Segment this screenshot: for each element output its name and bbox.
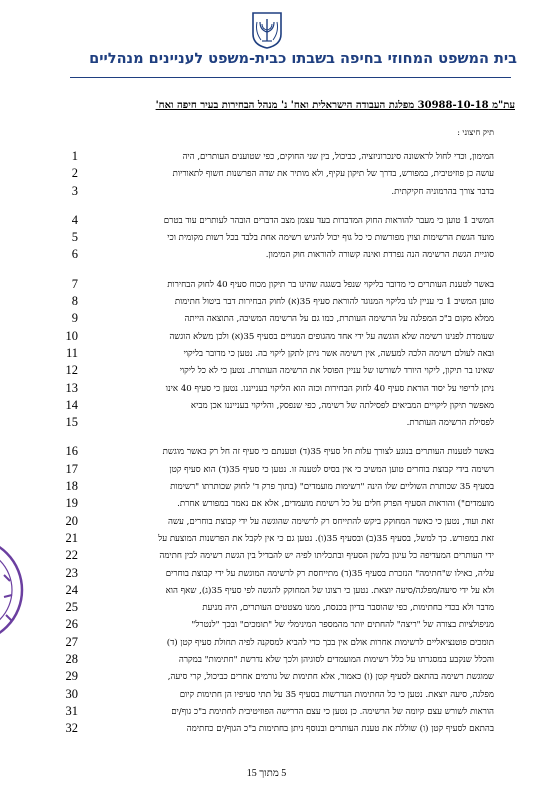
line-text: והכלל שנקבע במסגרתו על כלל רשימות המועמדים לסוגיהן ולכך שלא נדרשת "חתימות" במקרה bbox=[178, 655, 494, 666]
line-text: טוען המשיב 1 כי עניין לנו בליקוי המנוגד להוראת סעיף 35(א) לחוק הבחירות דבר ביטול חתימות bbox=[174, 297, 494, 308]
line-number: 13 bbox=[65, 380, 78, 395]
line-number: 11 bbox=[65, 345, 78, 360]
line-text: שעומדת לפנינו רשימה שלא הוגשה על ידי אחד מהגופים המנויים בסעיף 35(א) ולכן משלא הוגשה bbox=[169, 331, 494, 342]
text-line bbox=[0, 582, 533, 599]
line-number: 32 bbox=[65, 721, 78, 736]
text-line bbox=[0, 362, 533, 379]
line-number: 29 bbox=[65, 669, 78, 684]
line-text: עושה כן פוזיטיבית, במפורש, בדרך של תיקון עקיף, ולא מותיר את שדה הפרשנות חשוף לתאוריות bbox=[172, 169, 494, 180]
line-text: עליה, כאילו ש"חתימה" הנזכרת בסעיף 35(ד) מתייחסת רק לרשימה המוגשת על ידי קבוצת בוחרים bbox=[165, 568, 494, 579]
paragraph-gap bbox=[0, 264, 533, 276]
text-line bbox=[0, 686, 533, 703]
text-line bbox=[0, 565, 533, 582]
line-text: מדבר ולא בכדי בחתימות, כפי שהוסבר בדיון בכנסת, ממנו מצטטים העותרים, היה מניעת bbox=[202, 603, 494, 614]
line-text: זאת ועוד, נטען כי כאשר המחוקק ביקש להתייחס רק לרשימה שהוגשה על ידי קבוצת בוחרים, עשה bbox=[168, 516, 494, 527]
line-number: 22 bbox=[65, 548, 78, 563]
external-case-label: תיק חיצוני : bbox=[457, 128, 494, 137]
line-number: 27 bbox=[65, 634, 78, 649]
line-text: בהתאם לסעיף קטן (ו) שוללת את טענת העותרים ובנוסף ניתן בחתימות ב"כ הגוף/ים כחתימה bbox=[186, 724, 494, 735]
line-number: 31 bbox=[65, 703, 78, 718]
line-number: 15 bbox=[65, 415, 78, 430]
text-line bbox=[0, 414, 533, 431]
line-number: 26 bbox=[65, 617, 78, 632]
line-text: תומכים פוטנציאליים לרשימות אחרות אולם אין בכך כדי להביא למסקנה לפיה תחולת סעיף קטן (ד) bbox=[166, 637, 494, 648]
line-number: 1 bbox=[71, 149, 78, 163]
court-stamp-icon bbox=[0, 525, 24, 655]
line-text: ממלא מקום ב"כ המפלגה על הרשימה העותרת, כמו גם על הרשימה המשיבה, התוצאה הייתה bbox=[184, 314, 494, 325]
text-line bbox=[0, 616, 533, 633]
line-text: מועמדים") והוראות הסעיף הפרק חלים על כל רשימת מועמדים, אלא אם נאמר במפורש אחרת. bbox=[177, 499, 494, 510]
line-text: ידי העותרים המעדיפה כל עיגון בלשון הסעיף ובתכליתו לפיה יש להבדיל בין הגשת רשימה לבין חתימה bbox=[159, 551, 494, 562]
text-line bbox=[0, 310, 533, 327]
line-number: 28 bbox=[65, 652, 78, 667]
paragraph-gap bbox=[0, 200, 533, 212]
text-line bbox=[0, 165, 533, 182]
document-body bbox=[0, 148, 533, 738]
line-text: מפלגה, סיעה יוצאת. נטען כי כל החתימות הנדרשות בסעיף 35 על תתי סעיפיו הן חתימות קיום bbox=[179, 689, 494, 700]
line-number: 12 bbox=[65, 363, 78, 378]
line-number: 4 bbox=[71, 212, 78, 227]
text-line bbox=[0, 634, 533, 651]
paragraph-gap bbox=[0, 431, 533, 443]
text-line bbox=[0, 461, 533, 478]
text-line bbox=[0, 513, 533, 530]
state-emblem-icon bbox=[249, 10, 285, 50]
line-number: 7 bbox=[71, 276, 78, 291]
text-line bbox=[0, 547, 533, 564]
line-text: באשר לטענות העותרים בנוגע לצורך עלות חל סעיף 35(ד) וטענתם כי סעיף זה חל רק כאשר מוגשת bbox=[162, 447, 494, 458]
line-text: שמוגשת רשימה בהתאם לסעיף קטן (ו) כאמור, אלא חתימות של גורמים אחרים כביכול, קרי סיעה, bbox=[167, 672, 494, 683]
text-line bbox=[0, 328, 533, 345]
line-text: ולא על ידי סיעה/מפלגה/סיעה יוצאת. נטען כי רצונו של המחוקק להגשה לפי סעיף 35(ג), שאף הוא bbox=[165, 585, 494, 596]
text-line bbox=[0, 668, 533, 685]
line-number: 17 bbox=[65, 461, 78, 476]
line-number: 3 bbox=[71, 183, 78, 198]
court-name: בית המשפט המחוזי בחיפה בשבתו כבית-משפט לעניינים מנהליים bbox=[89, 51, 517, 67]
line-number: 23 bbox=[65, 565, 78, 580]
text-line bbox=[0, 293, 533, 310]
line-text: באשר לטענת העותרים כי מדובר בליקוי שנפל בשגגה שהינו בר תיקון מכוח סעיף 40 לחוק הבחירות bbox=[167, 279, 494, 290]
line-number: 6 bbox=[71, 247, 78, 262]
page-number: 5 מתוך 15 bbox=[246, 768, 287, 779]
line-number: 16 bbox=[65, 444, 78, 459]
line-number: 14 bbox=[65, 397, 78, 412]
line-text: שאינו בר תיקון, ליקוי היורד לשורשו של עניין הפוסל את הרשימה העותרת. נטען כי לא כל ליקוי bbox=[179, 366, 494, 377]
text-line bbox=[0, 397, 533, 414]
line-number: 24 bbox=[65, 582, 78, 597]
line-text: בסעיף 35 שכותרת השוליים שלו הינה "רשימות מועמדים" (בתוך פרק ד' לחוק שכותרתו "רשימות bbox=[170, 482, 494, 493]
line-text: המשיב 1 טוען כי מעבר להוראות החוק המדברות בעד עצמן מצב הדברים הובהר לעותרים עוד בטרם bbox=[163, 215, 494, 226]
text-line bbox=[0, 229, 533, 246]
line-number: 30 bbox=[65, 686, 78, 701]
line-number: 10 bbox=[65, 328, 78, 343]
line-text: זאת במפורש. כך למשל, בסעיף 35(ב) ובסעיף 35(ו). נטען גם כי אין לקבל את הפרשנות המוצעת על bbox=[158, 533, 494, 544]
text-line bbox=[0, 443, 533, 460]
text-line bbox=[0, 495, 533, 512]
text-line bbox=[0, 651, 533, 668]
line-text: רשימה בידי קבוצת בוחרים טוען המשיב כי אין בסיס לטענה זו. נטען כי סעיף 35(ד) הוא סעיף קטן bbox=[169, 464, 494, 475]
line-number: 19 bbox=[65, 496, 78, 511]
case-title-text: עת"מ 30988-10-18 מפלגת העבודה הישראלית ואח' נ' מנהל הבחירות בעיר חיפה ואח' bbox=[155, 100, 515, 111]
line-text: לפסילת הרשימה העותרת. bbox=[406, 418, 494, 429]
line-text: המימון, וכדי לחול לראשונה סינכרוניזציה, כביכול, בין שני החוקים, כפי שטוענים העותרים, היה bbox=[182, 152, 494, 162]
line-number: 20 bbox=[65, 513, 78, 528]
line-text: סוגיית הגשת הרשימה הנה נפרדת ואינה קשורה להוראות חוק המימון. bbox=[265, 250, 494, 261]
text-line bbox=[0, 148, 533, 165]
line-number: 21 bbox=[65, 530, 78, 545]
line-text: ניתן לריפוי על יסוד הוראת סעיף 40 לחוק הבחירות וכזה הוא הליקוי בענייננו. נטען כי סעיף 40 אינו bbox=[165, 383, 494, 394]
text-line bbox=[0, 720, 533, 737]
line-text: בדבר צורך בהרמוניה חקיקתית. bbox=[391, 186, 494, 197]
line-number: 2 bbox=[71, 166, 78, 181]
line-number: 25 bbox=[65, 600, 78, 615]
line-number: 9 bbox=[71, 311, 78, 326]
text-line bbox=[0, 380, 533, 397]
line-number: 8 bbox=[71, 294, 78, 309]
line-text: הוראות לשורש עצם קיומה של הרשימה. כן נטען כי עצם הדרישה הפוזיטיבית לחתימת ב"כ גוף/ים bbox=[171, 706, 494, 717]
text-line bbox=[0, 183, 533, 200]
text-line bbox=[0, 478, 533, 495]
text-line bbox=[0, 703, 533, 720]
text-line bbox=[0, 530, 533, 547]
case-title bbox=[40, 100, 515, 111]
text-line bbox=[0, 345, 533, 362]
header-divider bbox=[70, 77, 511, 78]
line-text: מועד הגשת הרשימות וצוין מפורשות כי כל גוף יכול להגיש רשימה אחת בלבד בכל רשות מקומית וכי bbox=[167, 233, 494, 244]
text-line bbox=[0, 276, 533, 293]
line-number: 18 bbox=[65, 479, 78, 494]
line-text: ובאה לעולם רשימה הלכה למעשה, אין רשימה אשר ניתן לתקן ליקוי בה. נטען כי מדובר בליקוי bbox=[183, 348, 494, 359]
line-number: 5 bbox=[71, 230, 78, 245]
text-line bbox=[0, 599, 533, 616]
text-line bbox=[0, 246, 533, 263]
line-text: מאפשר תיקון ליקויים המביאים לפסילתה של רשימה, כפי שנפסק, והליקוי בענייננו אכן מביא bbox=[190, 400, 494, 411]
line-text: מניפולציות בצורה של "ריצה" להחתים יותר מהמספר המינימלי של "תומכים" ובכך "לנטרל" bbox=[191, 620, 494, 631]
text-line bbox=[0, 212, 533, 229]
